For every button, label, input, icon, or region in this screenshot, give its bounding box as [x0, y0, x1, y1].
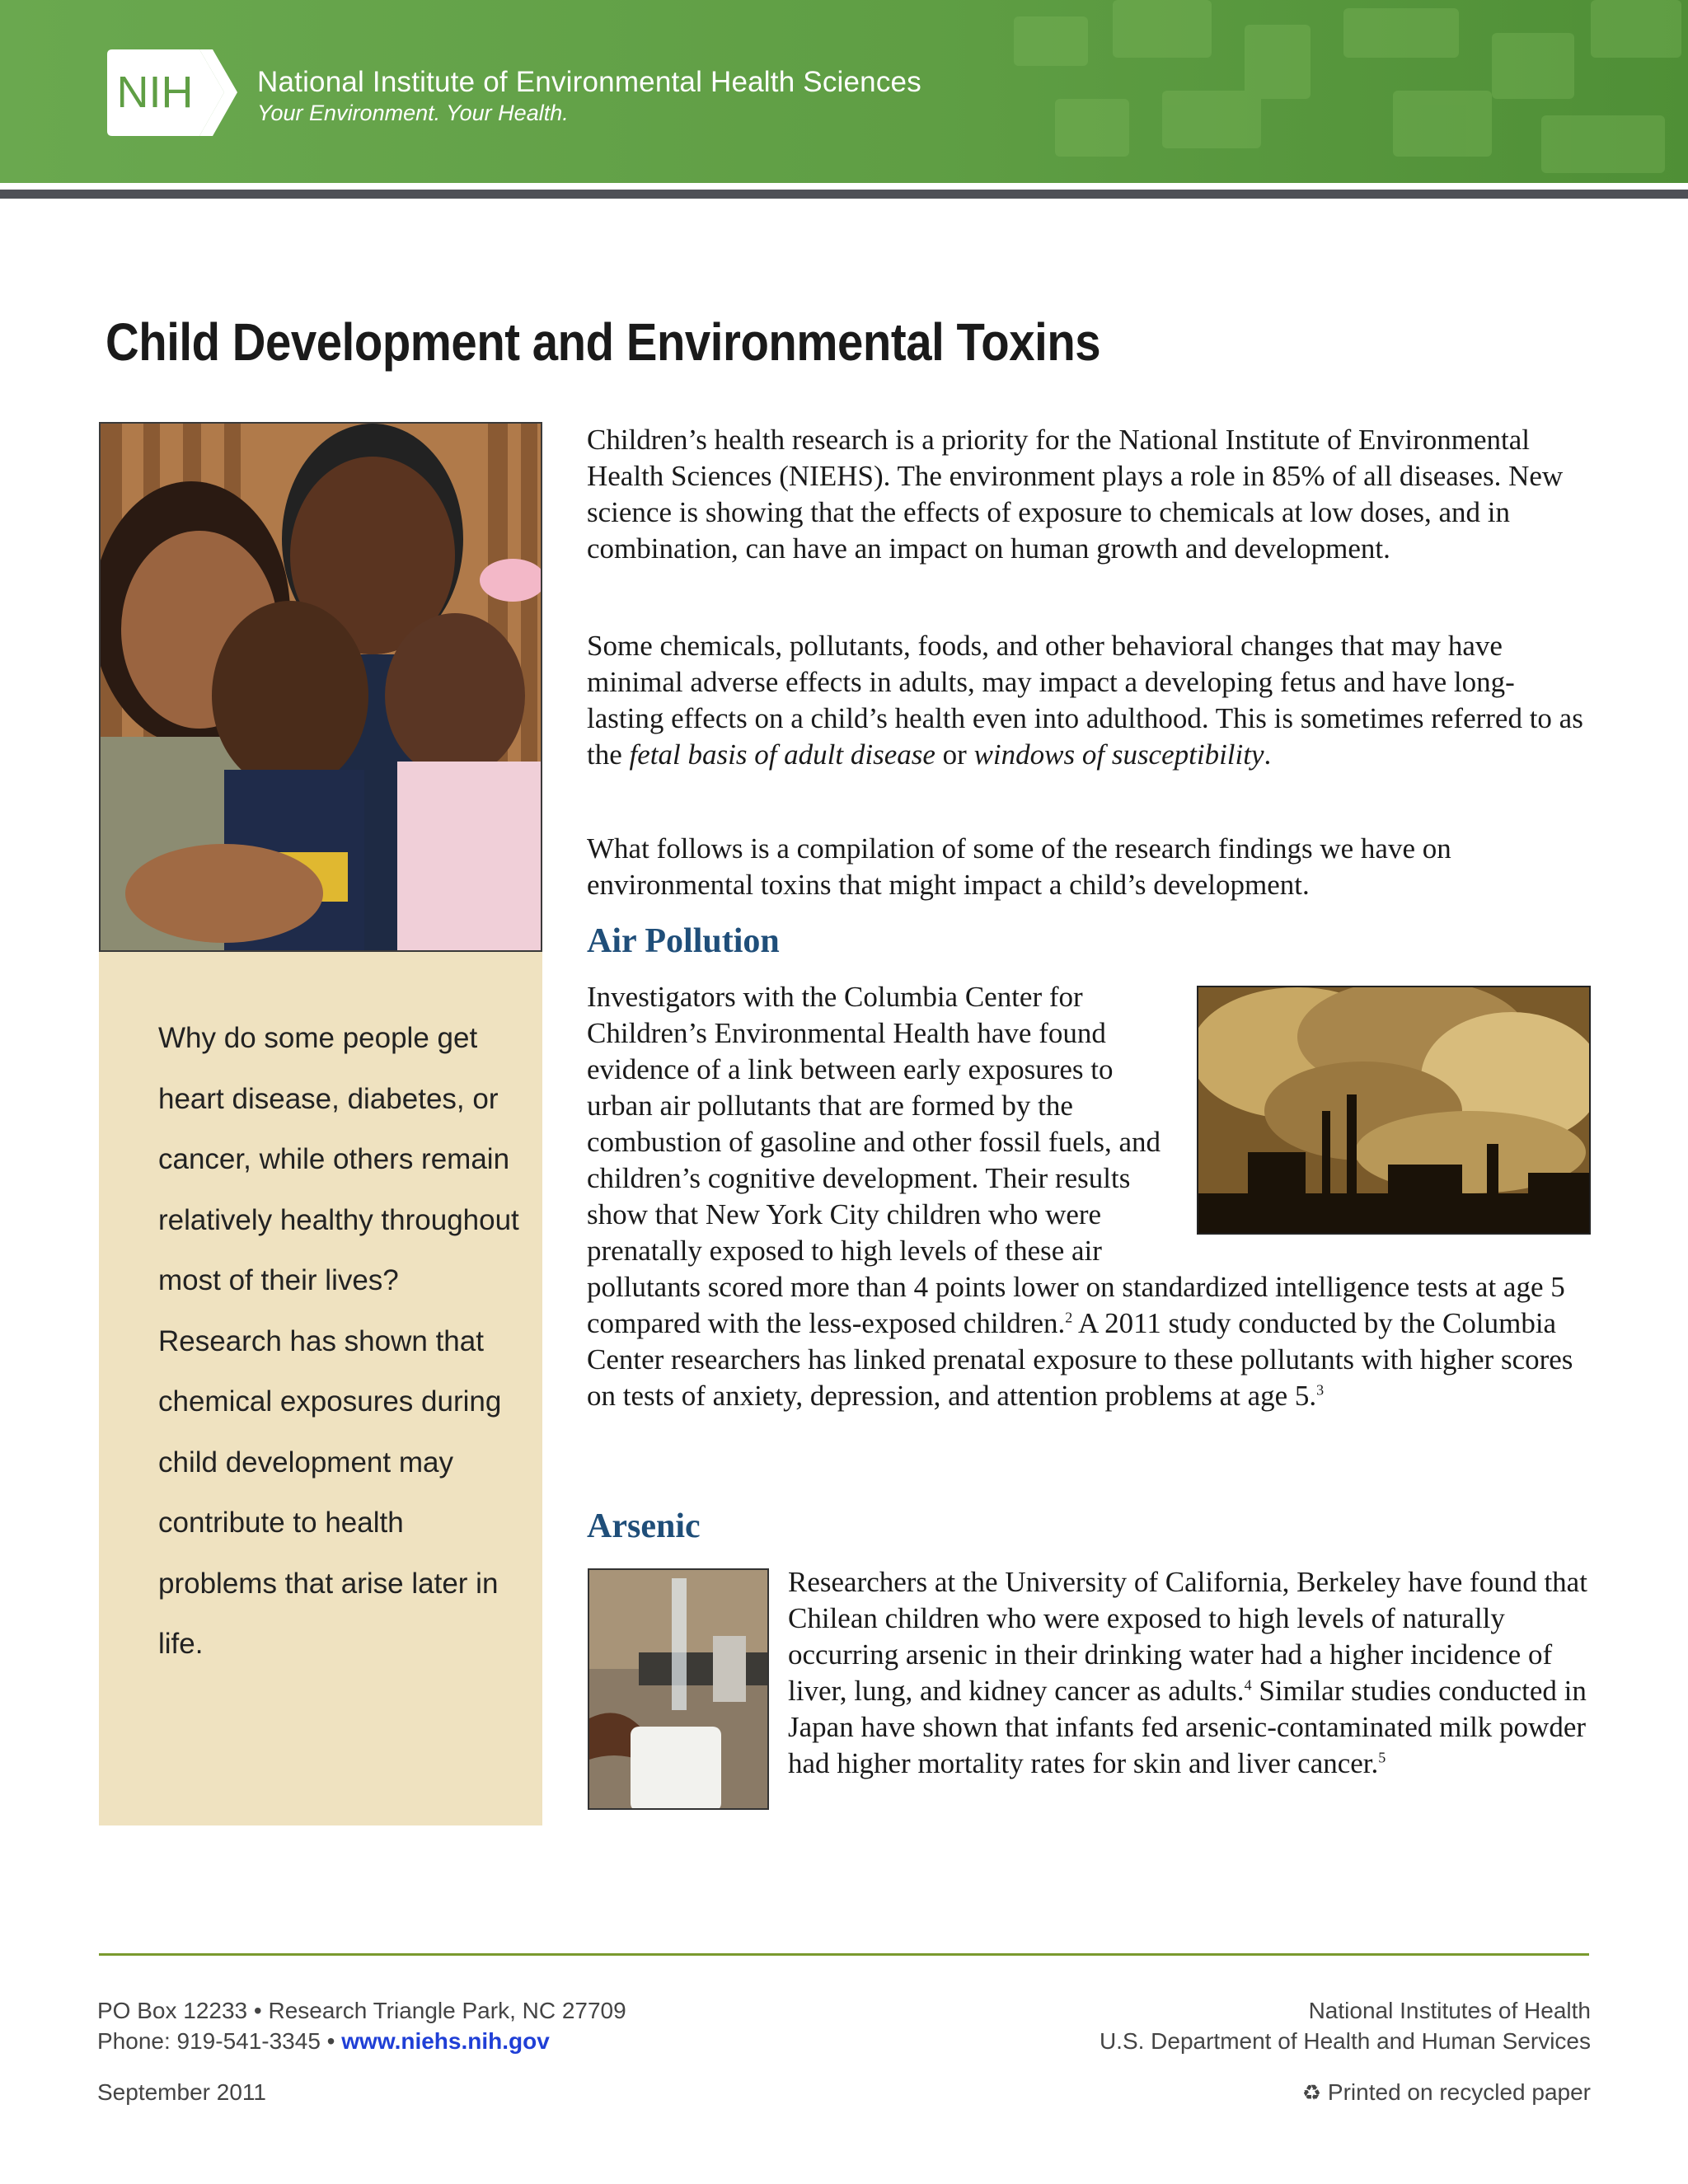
family-photo-illustration [101, 424, 542, 952]
intro-p2-text-a: Some chemicals, pollutants, foods, and other behavioral changes that may have minimal adverse effects in adults, may impact a developing fetus and have long-lasting effects on a child’s health even into adulthood. This is sometimes referred to as the [587, 630, 1583, 771]
footnote-ref-5[interactable]: 5 [1378, 1749, 1386, 1766]
intro-p2-emphasis-1: fetal basis of adult disease [629, 738, 935, 771]
intro-paragraph-1: Children’s health research is a priority for the National Institute of Environmental Health Sciences (NIEHS). The environment plays a role in 85% of all diseases. New science is showing that the effects of exposure to chemicals at low doses, and in combination, can have an impact on human growth and development. [587, 424, 1564, 565]
footer-contact [97, 2028, 550, 2055]
arsenic-text-b: Similar studies conducted in Japan have shown that infants fed arsenic-contaminated milk powder had higher mortality rates for skin and liver cancer. [788, 1675, 1587, 1779]
org-name: National Institute of Environmental Health Sciences [257, 66, 921, 98]
footer-recycled [1302, 2079, 1591, 2106]
page-header [0, 0, 1688, 183]
footer-rule [99, 1953, 1589, 1956]
intro-p2-text-b: or [935, 738, 974, 771]
air-pollution-text-a: Investigators with the Columbia Center for Children’s Environmental Health have found evidence of a link between early exposures to urban air pollutants that are formed by the combustion of gasoline and other fossil fuels, and children’s cognitive development. Their results show that New York City children who were prenatally exposed to high levels of these air pollutants scored more than 4 points lower on standardized intelligence tests at age 5 compared with the less-exposed children. [587, 981, 1565, 1339]
header-divider-light [0, 183, 1688, 190]
footer-address: PO Box 12233 • Research Triangle Park, NC 27709 [97, 1998, 626, 2023]
intro-paragraph-2 [587, 628, 1591, 773]
arsenic-text-a: Researchers at the University of California, Berkeley have found that Chilean children who were exposed to high levels of naturally occurring arsenic in their drinking water had a higher incidence of liver, lung, and kidney cancer as adults. [788, 1566, 1587, 1707]
nih-logo-text: NIH [116, 68, 194, 117]
footnote-ref-2[interactable]: 2 [1065, 1309, 1073, 1326]
tagline: Your Environment. Your Health. [257, 101, 569, 125]
water-tap-illustration [589, 1570, 769, 1810]
intro-paragraph-3: What follows is a compilation of some of the research findings we have on environmental toxins that might impact a child’s development. [587, 832, 1451, 901]
family-photo [99, 422, 542, 952]
recycle-icon: ♻ [1301, 2081, 1322, 2106]
header-divider-dark [0, 190, 1688, 199]
air-pollution-heading: Air Pollution [587, 922, 780, 960]
air-pollution-text-b: A 2011 study conducted by the Columbia Center researchers has linked prenatal exposure to these pollutants with higher scores on tests of anxiety, depression, and attention problems at age 5. [587, 1307, 1573, 1412]
footnote-ref-3[interactable]: 3 [1316, 1381, 1325, 1399]
header-texture [865, 0, 1688, 183]
sidebar-callout [99, 952, 542, 1825]
footer-date: September 2011 [97, 2079, 266, 2105]
intro-p2-emphasis-2: windows of susceptibility [973, 738, 1264, 771]
footer-org-2: U.S. Department of Health and Human Services [1099, 2028, 1591, 2054]
page-title: Child Development and Environmental Toxins [106, 312, 1101, 372]
footer-org-1: National Institutes of Health [1308, 1998, 1591, 2023]
sidebar-quote: Why do some people get heart disease, diabetes, or cancer, while others remain relatively healthy throughout most of their lives? Research has shown that chemical exposures during child development may contribute to health problems that arise later in life. [158, 1022, 519, 1660]
recycled-label: Printed on recycled paper [1327, 2079, 1591, 2105]
smokestack-photo [1197, 986, 1591, 1235]
nih-logo[interactable] [107, 49, 239, 136]
water-tap-photo [588, 1568, 769, 1810]
arsenic-text [788, 1564, 1596, 1782]
arsenic-heading: Arsenic [587, 1507, 701, 1545]
footer-phone: Phone: 919-541-3345 • [97, 2028, 342, 2054]
smokestack-illustration [1198, 987, 1591, 1235]
website-link[interactable]: www.niehs.nih.gov [341, 2028, 550, 2054]
air-pollution-section [587, 979, 1591, 1414]
intro-p2-text-c: . [1264, 738, 1272, 771]
footnote-ref-4[interactable]: 4 [1244, 1676, 1252, 1694]
